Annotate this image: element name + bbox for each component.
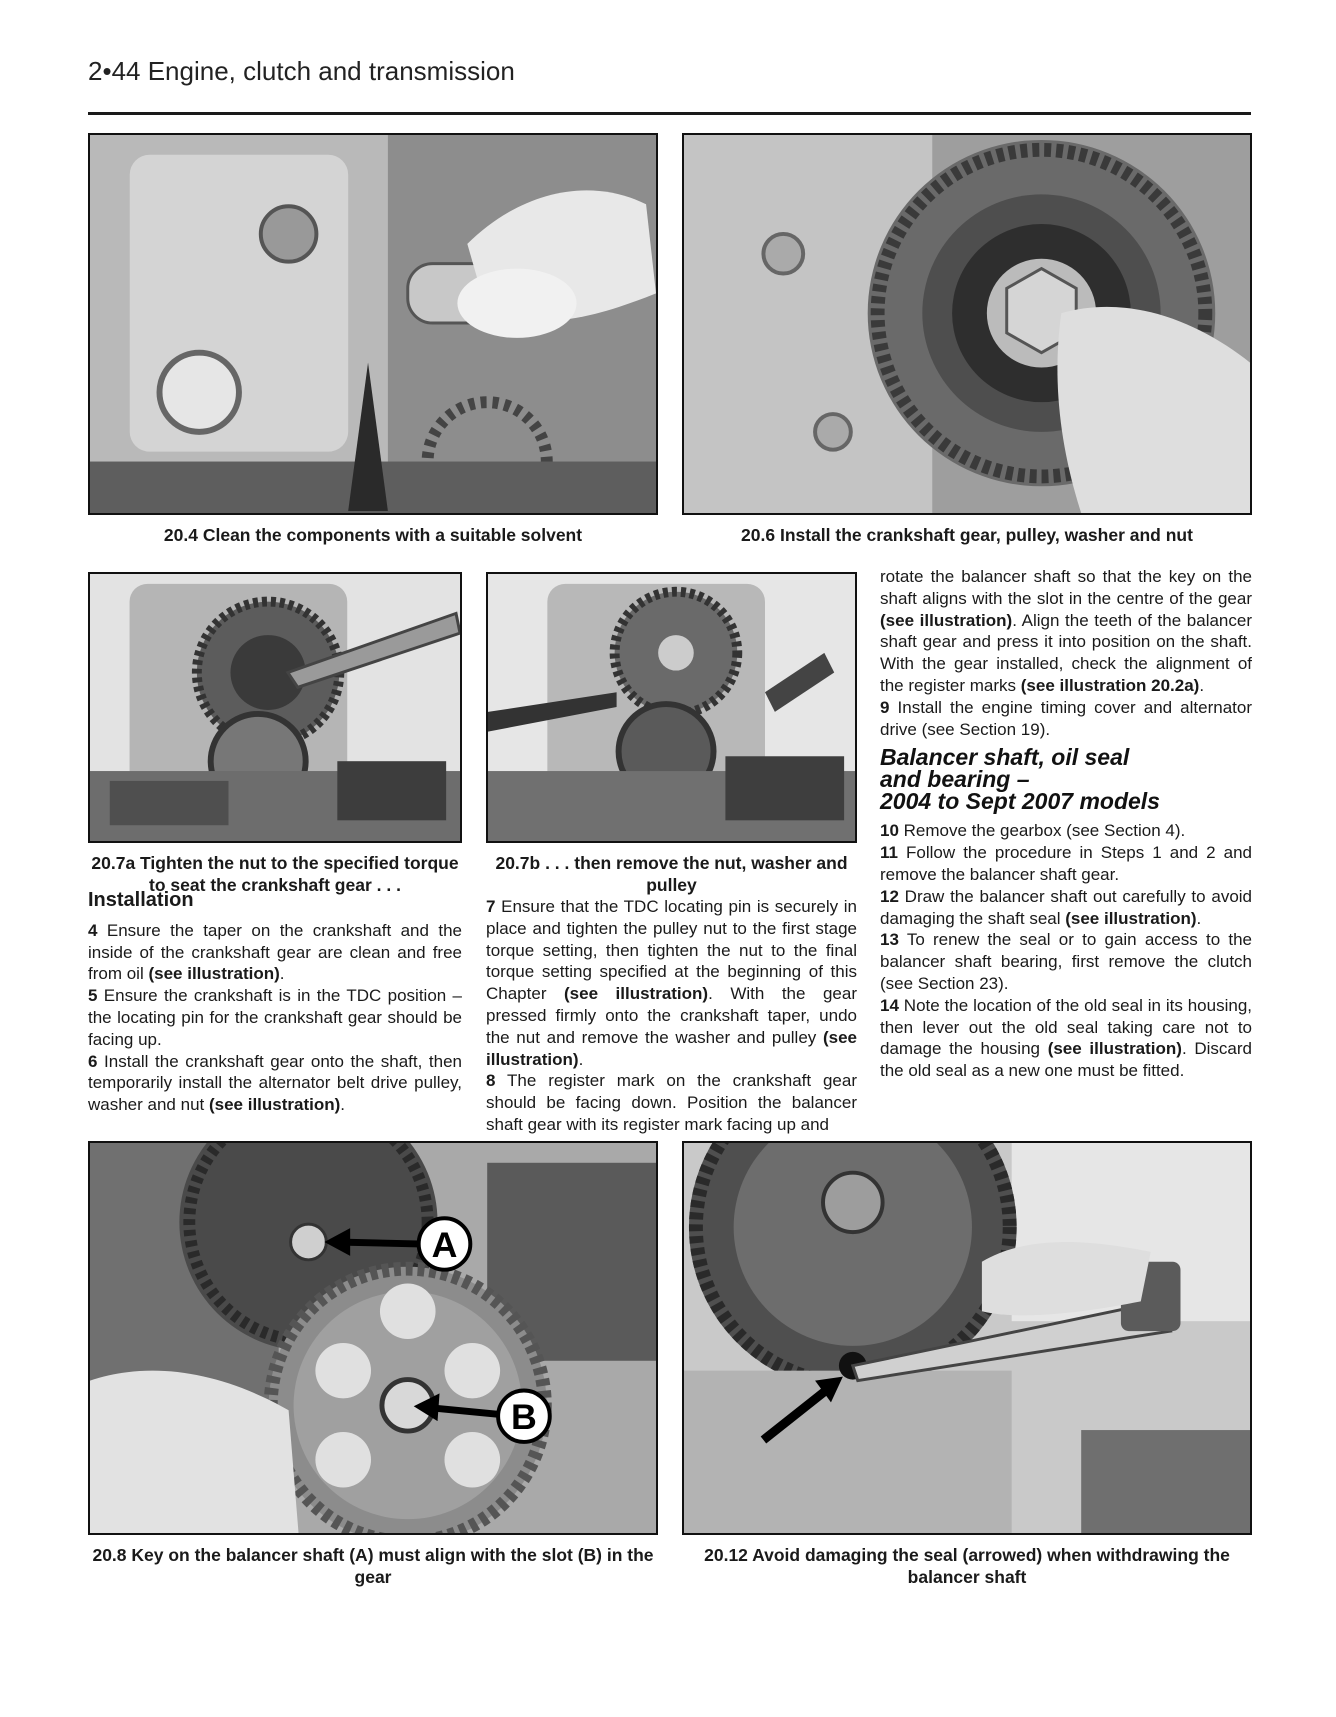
step-14: 14 Note the location of the old seal in its housing, then lever out the old seal taking care not to damage the housing (see illustration). Discard the old seal as a new one must be fitted. bbox=[880, 995, 1252, 1081]
photo-20-12 bbox=[682, 1141, 1252, 1535]
step-6: 6 Install the crankshaft gear onto the shaft, then temporarily install the alternator belt drive pulley, washer and nut (see illustration). bbox=[88, 1051, 462, 1115]
step-7: 7 Ensure that the TDC locating pin is securely in place and tighten the pulley nut to the first stage torque setting, then tighten the nut to the final torque setting specified at the beginning of this Chapter (see illustration). With the gear pressed firmly onto the crankshaft taper, undo the nut and remove the washer and pulley (see illustration). bbox=[486, 897, 857, 1069]
caption-20-6: 20.6 Install the crankshaft gear, pulley, washer and nut bbox=[741, 525, 1193, 545]
step-4: 4 Ensure the taper on the crankshaft and the inside of the crankshaft gear are clean and free from oil (see illustration). bbox=[88, 920, 462, 984]
photo-20-8 bbox=[88, 1141, 658, 1535]
callout-b-label: B bbox=[511, 1397, 537, 1438]
photo-20-7b bbox=[486, 572, 857, 843]
step-11: 11 Follow the procedure in Steps 1 and 2 and remove the balancer shaft gear. bbox=[880, 843, 1252, 884]
step-8: 8 The register mark on the crankshaft gear should be facing down. Position the balancer shaft gear with its register mark facing up and bbox=[486, 1071, 857, 1134]
middle-column bbox=[486, 896, 857, 1136]
left-column bbox=[88, 890, 462, 1116]
right-column bbox=[880, 566, 1252, 1082]
caption-20-12: 20.12 Avoid damaging the seal (arrowed) when withdrawing the balancer shaft bbox=[704, 1545, 1230, 1587]
page-header: 2•44 Engine, clutch and transmission bbox=[88, 56, 515, 86]
step-5: 5 Ensure the crankshaft is in the TDC position – the locating pin for the crankshaft gear should be facing up. bbox=[88, 986, 462, 1049]
step-12: 12 Draw the balancer shaft out carefully to avoid damaging the shaft seal (see illustration). bbox=[880, 886, 1252, 928]
caption-20-7b: 20.7b . . . then remove the nut, washer and pulley bbox=[495, 853, 848, 895]
photo-20-6 bbox=[682, 133, 1252, 515]
photo-20-7a bbox=[88, 572, 462, 843]
caption-20-8: 20.8 Key on the balancer shaft (A) must align with the slot (B) in the gear bbox=[92, 1545, 654, 1587]
installation-heading: Installation bbox=[88, 889, 194, 911]
caption-20-4: 20.4 Clean the components with a suitable solvent bbox=[163, 525, 583, 545]
section-title: Balancer shaft, oil seal and bearing – 2004 to Sept 2007 models bbox=[880, 744, 1160, 815]
step-9: 9 Install the engine timing cover and alternator drive (see Section 19). bbox=[880, 697, 1252, 739]
step-10: 10 Remove the gearbox (see Section 4). bbox=[880, 821, 1186, 841]
caption-20-7a: 20.7a Tighten the nut to the specified torque to seat the crankshaft gear . . . bbox=[91, 853, 459, 895]
photo-20-4 bbox=[88, 133, 658, 515]
step-8-continued: rotate the balancer shaft so that the key on the shaft aligns with the slot in the centre of the gear (see illustration). Align the teeth of the balancer shaft gear and press it into position on the shaft. With the gear installed, check the alignment of the register marks (see illustration 20.2a). bbox=[880, 567, 1252, 695]
step-13: 13 To renew the seal or to gain access to the balancer shaft bearing, first remove the clutch (see Section 23). bbox=[880, 930, 1252, 993]
header-rule bbox=[88, 112, 1251, 115]
callout-a-label: A bbox=[431, 1224, 458, 1265]
